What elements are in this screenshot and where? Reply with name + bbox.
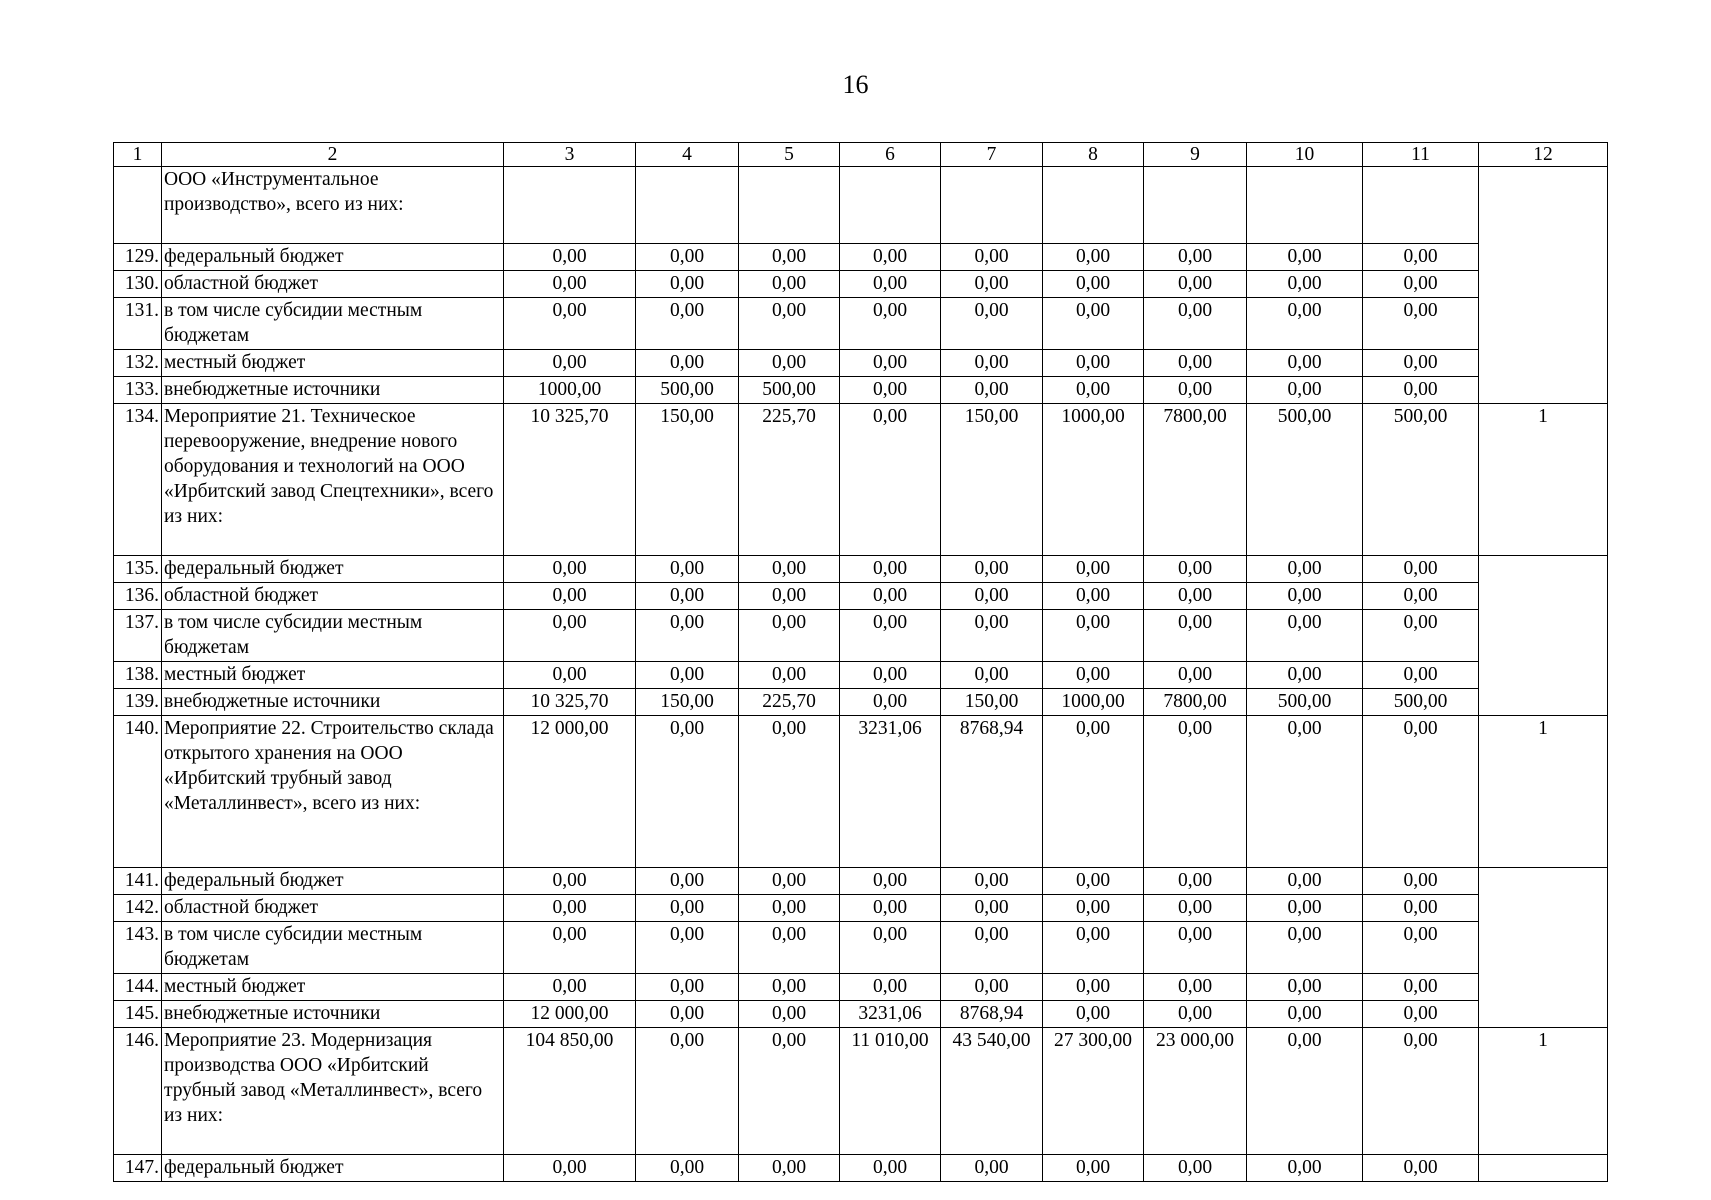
value-cell: 0,00 <box>1144 1155 1247 1182</box>
header-cell: 7 <box>941 143 1043 167</box>
value-cell: 0,00 <box>1247 662 1363 689</box>
value-cell: 0,00 <box>1363 298 1479 350</box>
value-cell: 0,00 <box>1043 922 1144 974</box>
value-cell: 0,00 <box>1363 868 1479 895</box>
col12-cell <box>1479 610 1608 662</box>
value-cell: 0,00 <box>1363 271 1479 298</box>
row-name: внебюджетные источники <box>162 377 504 404</box>
value-cell: 0,00 <box>1247 556 1363 583</box>
value-cell: 0,00 <box>941 922 1043 974</box>
value-cell: 0,00 <box>941 868 1043 895</box>
value-cell: 0,00 <box>1363 244 1479 271</box>
value-cell <box>840 167 941 244</box>
value-cell: 0,00 <box>1043 271 1144 298</box>
value-cell: 0,00 <box>941 298 1043 350</box>
value-cell: 0,00 <box>636 662 739 689</box>
value-cell: 225,70 <box>739 689 840 716</box>
value-cell: 43 540,00 <box>941 1028 1043 1155</box>
value-cell <box>636 167 739 244</box>
value-cell: 0,00 <box>636 1155 739 1182</box>
value-cell: 0,00 <box>1363 922 1479 974</box>
col12-cell: 1 <box>1479 716 1608 868</box>
row-number: 140. <box>114 716 162 868</box>
value-cell: 0,00 <box>1363 1028 1479 1155</box>
col12-cell <box>1479 1155 1608 1182</box>
value-cell: 0,00 <box>636 1001 739 1028</box>
row-number: 134. <box>114 404 162 556</box>
value-cell: 0,00 <box>840 271 941 298</box>
value-cell: 0,00 <box>1247 271 1363 298</box>
value-cell: 0,00 <box>840 377 941 404</box>
value-cell: 150,00 <box>941 689 1043 716</box>
row-name: областной бюджет <box>162 895 504 922</box>
value-cell: 0,00 <box>1247 350 1363 377</box>
value-cell: 0,00 <box>504 350 636 377</box>
value-cell: 0,00 <box>739 895 840 922</box>
value-cell: 0,00 <box>941 895 1043 922</box>
value-cell: 0,00 <box>636 716 739 868</box>
value-cell: 0,00 <box>1144 662 1247 689</box>
value-cell: 0,00 <box>840 662 941 689</box>
row-number: 147. <box>114 1155 162 1182</box>
value-cell: 225,70 <box>739 404 840 556</box>
table-row <box>114 662 1608 689</box>
value-cell: 0,00 <box>840 404 941 556</box>
value-cell: 0,00 <box>1363 895 1479 922</box>
value-cell: 23 000,00 <box>1144 1028 1247 1155</box>
value-cell: 0,00 <box>739 244 840 271</box>
value-cell: 0,00 <box>1043 556 1144 583</box>
value-cell: 0,00 <box>1043 974 1144 1001</box>
value-cell: 0,00 <box>840 556 941 583</box>
value-cell: 0,00 <box>636 271 739 298</box>
row-number: 132. <box>114 350 162 377</box>
value-cell: 0,00 <box>636 350 739 377</box>
value-cell: 7800,00 <box>1144 689 1247 716</box>
value-cell: 0,00 <box>1363 583 1479 610</box>
value-cell: 0,00 <box>636 1028 739 1155</box>
value-cell: 104 850,00 <box>504 1028 636 1155</box>
col12-cell: 1 <box>1479 1028 1608 1155</box>
col12-cell <box>1479 974 1608 1001</box>
value-cell: 0,00 <box>1247 1001 1363 1028</box>
value-cell: 0,00 <box>504 895 636 922</box>
table-row <box>114 583 1608 610</box>
table-body <box>114 143 1608 1182</box>
value-cell: 0,00 <box>1144 556 1247 583</box>
value-cell: 0,00 <box>1043 377 1144 404</box>
row-name: местный бюджет <box>162 974 504 1001</box>
value-cell: 0,00 <box>941 271 1043 298</box>
row-name: Мероприятие 22. Строительство склада открытого хранения на ООО «Ирбитский трубный завод «Металлинвест», всего из них: <box>162 716 504 868</box>
value-cell: 0,00 <box>1144 895 1247 922</box>
value-cell: 500,00 <box>1363 689 1479 716</box>
row-name: ООО «Инструментальное производство», всего из них: <box>162 167 504 244</box>
value-cell: 0,00 <box>1144 610 1247 662</box>
value-cell: 0,00 <box>840 244 941 271</box>
col12-cell <box>1479 244 1608 271</box>
row-name: федеральный бюджет <box>162 1155 504 1182</box>
value-cell: 0,00 <box>840 1155 941 1182</box>
row-name: в том числе субсидии местным бюджетам <box>162 610 504 662</box>
value-cell: 0,00 <box>504 556 636 583</box>
value-cell: 0,00 <box>1247 868 1363 895</box>
col12-cell <box>1479 377 1608 404</box>
value-cell: 8768,94 <box>941 1001 1043 1028</box>
value-cell: 0,00 <box>1043 350 1144 377</box>
value-cell: 1000,00 <box>504 377 636 404</box>
row-number: 142. <box>114 895 162 922</box>
value-cell: 500,00 <box>1247 689 1363 716</box>
value-cell <box>1363 167 1479 244</box>
col12-cell <box>1479 271 1608 298</box>
value-cell: 27 300,00 <box>1043 1028 1144 1155</box>
value-cell: 0,00 <box>504 271 636 298</box>
table-row <box>114 716 1608 868</box>
table-row <box>114 377 1608 404</box>
value-cell: 0,00 <box>941 1155 1043 1182</box>
value-cell: 0,00 <box>636 298 739 350</box>
value-cell: 150,00 <box>941 404 1043 556</box>
value-cell: 10 325,70 <box>504 404 636 556</box>
value-cell: 0,00 <box>1363 1155 1479 1182</box>
value-cell: 0,00 <box>1247 583 1363 610</box>
value-cell: 0,00 <box>840 922 941 974</box>
row-name: Мероприятие 23. Модернизация производства ООО «Ирбитский трубный завод «Металлинвест», всего из них: <box>162 1028 504 1155</box>
value-cell: 0,00 <box>1247 1155 1363 1182</box>
value-cell: 0,00 <box>1043 298 1144 350</box>
row-number: 139. <box>114 689 162 716</box>
value-cell: 3231,06 <box>840 716 941 868</box>
header-cell: 5 <box>739 143 840 167</box>
value-cell <box>1043 167 1144 244</box>
value-cell: 0,00 <box>739 662 840 689</box>
header-cell: 6 <box>840 143 941 167</box>
header-cell: 3 <box>504 143 636 167</box>
value-cell: 0,00 <box>840 583 941 610</box>
value-cell: 0,00 <box>1043 868 1144 895</box>
value-cell: 0,00 <box>739 610 840 662</box>
value-cell: 0,00 <box>941 662 1043 689</box>
value-cell: 0,00 <box>1247 610 1363 662</box>
value-cell: 0,00 <box>1144 244 1247 271</box>
value-cell: 0,00 <box>636 610 739 662</box>
col12-cell <box>1479 556 1608 583</box>
value-cell: 0,00 <box>504 298 636 350</box>
table-row <box>114 895 1608 922</box>
table-row <box>114 350 1608 377</box>
value-cell: 0,00 <box>1363 350 1479 377</box>
value-cell: 0,00 <box>504 1155 636 1182</box>
header-cell: 11 <box>1363 143 1479 167</box>
row-number: 143. <box>114 922 162 974</box>
value-cell: 0,00 <box>1144 298 1247 350</box>
value-cell: 0,00 <box>504 922 636 974</box>
row-name: областной бюджет <box>162 583 504 610</box>
value-cell: 0,00 <box>1144 583 1247 610</box>
row-name: местный бюджет <box>162 662 504 689</box>
value-cell: 500,00 <box>1363 404 1479 556</box>
value-cell: 1000,00 <box>1043 689 1144 716</box>
value-cell: 0,00 <box>636 556 739 583</box>
value-cell: 0,00 <box>941 244 1043 271</box>
value-cell: 150,00 <box>636 689 739 716</box>
value-cell: 0,00 <box>636 895 739 922</box>
value-cell: 0,00 <box>1144 350 1247 377</box>
value-cell: 7800,00 <box>1144 404 1247 556</box>
value-cell: 11 010,00 <box>840 1028 941 1155</box>
value-cell: 150,00 <box>636 404 739 556</box>
value-cell: 0,00 <box>941 556 1043 583</box>
value-cell: 8768,94 <box>941 716 1043 868</box>
row-number: 135. <box>114 556 162 583</box>
value-cell: 0,00 <box>1043 244 1144 271</box>
value-cell: 0,00 <box>636 583 739 610</box>
value-cell: 0,00 <box>504 610 636 662</box>
value-cell: 0,00 <box>504 583 636 610</box>
value-cell: 0,00 <box>840 689 941 716</box>
table-row <box>114 974 1608 1001</box>
row-name: Мероприятие 21. Техническое перевооружение, внедрение нового оборудования и технологий на ООО «Ирбитский завод Спецтехники», всего из них: <box>162 404 504 556</box>
value-cell: 0,00 <box>1363 377 1479 404</box>
value-cell: 0,00 <box>1144 1001 1247 1028</box>
header-cell: 4 <box>636 143 739 167</box>
budget-table <box>113 142 1608 1182</box>
value-cell: 0,00 <box>1144 922 1247 974</box>
col12-cell <box>1479 1001 1608 1028</box>
value-cell: 0,00 <box>739 298 840 350</box>
value-cell: 0,00 <box>1144 974 1247 1001</box>
row-name: внебюджетные источники <box>162 689 504 716</box>
value-cell: 0,00 <box>504 868 636 895</box>
value-cell: 0,00 <box>739 1028 840 1155</box>
row-number: 130. <box>114 271 162 298</box>
row-name: в том числе субсидии местным бюджетам <box>162 922 504 974</box>
value-cell: 0,00 <box>1043 610 1144 662</box>
value-cell: 1000,00 <box>1043 404 1144 556</box>
value-cell: 0,00 <box>1363 1001 1479 1028</box>
value-cell: 0,00 <box>1247 377 1363 404</box>
value-cell: 0,00 <box>840 895 941 922</box>
row-name: федеральный бюджет <box>162 556 504 583</box>
header-row <box>114 143 1608 167</box>
value-cell: 0,00 <box>840 350 941 377</box>
value-cell: 0,00 <box>1043 716 1144 868</box>
col12-cell <box>1479 868 1608 895</box>
table-row <box>114 922 1608 974</box>
table-row <box>114 868 1608 895</box>
col12-cell <box>1479 662 1608 689</box>
value-cell: 3231,06 <box>840 1001 941 1028</box>
table-row <box>114 1028 1608 1155</box>
row-number: 141. <box>114 868 162 895</box>
table-row <box>114 404 1608 556</box>
value-cell: 0,00 <box>1247 974 1363 1001</box>
value-cell: 0,00 <box>739 271 840 298</box>
col12-cell <box>1479 350 1608 377</box>
value-cell: 0,00 <box>1144 377 1247 404</box>
table-row <box>114 689 1608 716</box>
value-cell: 0,00 <box>1363 556 1479 583</box>
value-cell: 0,00 <box>1144 868 1247 895</box>
value-cell: 500,00 <box>739 377 840 404</box>
row-number: 138. <box>114 662 162 689</box>
value-cell: 0,00 <box>739 1155 840 1182</box>
value-cell: 0,00 <box>1043 662 1144 689</box>
row-name: федеральный бюджет <box>162 868 504 895</box>
value-cell: 12 000,00 <box>504 716 636 868</box>
value-cell: 500,00 <box>636 377 739 404</box>
col12-cell <box>1479 167 1608 244</box>
value-cell: 0,00 <box>1043 1155 1144 1182</box>
value-cell: 0,00 <box>941 377 1043 404</box>
table-row <box>114 244 1608 271</box>
value-cell: 0,00 <box>1247 298 1363 350</box>
value-cell: 0,00 <box>1363 974 1479 1001</box>
table-row <box>114 1155 1608 1182</box>
value-cell: 10 325,70 <box>504 689 636 716</box>
value-cell: 12 000,00 <box>504 1001 636 1028</box>
table-row <box>114 167 1608 244</box>
value-cell: 0,00 <box>941 583 1043 610</box>
value-cell: 0,00 <box>1144 716 1247 868</box>
value-cell: 0,00 <box>840 868 941 895</box>
row-number: 133. <box>114 377 162 404</box>
header-cell: 8 <box>1043 143 1144 167</box>
value-cell <box>1247 167 1363 244</box>
row-number: 129. <box>114 244 162 271</box>
value-cell: 0,00 <box>1247 922 1363 974</box>
col12-cell <box>1479 689 1608 716</box>
value-cell: 0,00 <box>636 922 739 974</box>
value-cell: 0,00 <box>504 244 636 271</box>
value-cell: 0,00 <box>504 974 636 1001</box>
row-name: в том числе субсидии местным бюджетам <box>162 298 504 350</box>
value-cell: 0,00 <box>1247 716 1363 868</box>
value-cell: 0,00 <box>941 610 1043 662</box>
value-cell: 0,00 <box>636 974 739 1001</box>
value-cell: 0,00 <box>739 556 840 583</box>
value-cell: 0,00 <box>636 244 739 271</box>
header-cell: 10 <box>1247 143 1363 167</box>
header-cell: 9 <box>1144 143 1247 167</box>
table-row <box>114 1001 1608 1028</box>
row-name: местный бюджет <box>162 350 504 377</box>
value-cell: 0,00 <box>941 350 1043 377</box>
table-row <box>114 556 1608 583</box>
value-cell: 0,00 <box>1043 1001 1144 1028</box>
value-cell: 0,00 <box>739 922 840 974</box>
value-cell: 0,00 <box>1363 610 1479 662</box>
value-cell <box>504 167 636 244</box>
value-cell: 0,00 <box>1363 716 1479 868</box>
col12-cell <box>1479 583 1608 610</box>
row-number: 136. <box>114 583 162 610</box>
row-name: внебюджетные источники <box>162 1001 504 1028</box>
value-cell: 0,00 <box>739 1001 840 1028</box>
value-cell: 0,00 <box>739 350 840 377</box>
value-cell: 0,00 <box>1247 244 1363 271</box>
page-number: 16 <box>842 70 869 99</box>
value-cell <box>941 167 1043 244</box>
row-number: 146. <box>114 1028 162 1155</box>
value-cell: 0,00 <box>840 610 941 662</box>
value-cell: 0,00 <box>941 974 1043 1001</box>
value-cell: 0,00 <box>840 974 941 1001</box>
value-cell: 0,00 <box>1043 895 1144 922</box>
col12-cell <box>1479 895 1608 922</box>
col12-cell <box>1479 298 1608 350</box>
row-number: 144. <box>114 974 162 1001</box>
value-cell <box>739 167 840 244</box>
value-cell: 0,00 <box>1363 662 1479 689</box>
row-name: областной бюджет <box>162 271 504 298</box>
row-name: федеральный бюджет <box>162 244 504 271</box>
col12-cell: 1 <box>1479 404 1608 556</box>
value-cell: 0,00 <box>1247 895 1363 922</box>
table-row <box>114 298 1608 350</box>
value-cell: 0,00 <box>636 868 739 895</box>
value-cell: 500,00 <box>1247 404 1363 556</box>
value-cell: 0,00 <box>1247 1028 1363 1155</box>
row-number: 145. <box>114 1001 162 1028</box>
col12-cell <box>1479 922 1608 974</box>
value-cell: 0,00 <box>1043 583 1144 610</box>
value-cell: 0,00 <box>1144 271 1247 298</box>
value-cell: 0,00 <box>739 583 840 610</box>
header-cell: 1 <box>114 143 162 167</box>
table-row <box>114 271 1608 298</box>
table-row <box>114 610 1608 662</box>
value-cell: 0,00 <box>840 298 941 350</box>
header-cell: 12 <box>1479 143 1608 167</box>
value-cell <box>1144 167 1247 244</box>
row-number: 131. <box>114 298 162 350</box>
value-cell: 0,00 <box>739 974 840 1001</box>
row-number: 137. <box>114 610 162 662</box>
row-number <box>114 167 162 244</box>
header-cell: 2 <box>162 143 504 167</box>
value-cell: 0,00 <box>504 662 636 689</box>
value-cell: 0,00 <box>739 868 840 895</box>
value-cell: 0,00 <box>739 716 840 868</box>
